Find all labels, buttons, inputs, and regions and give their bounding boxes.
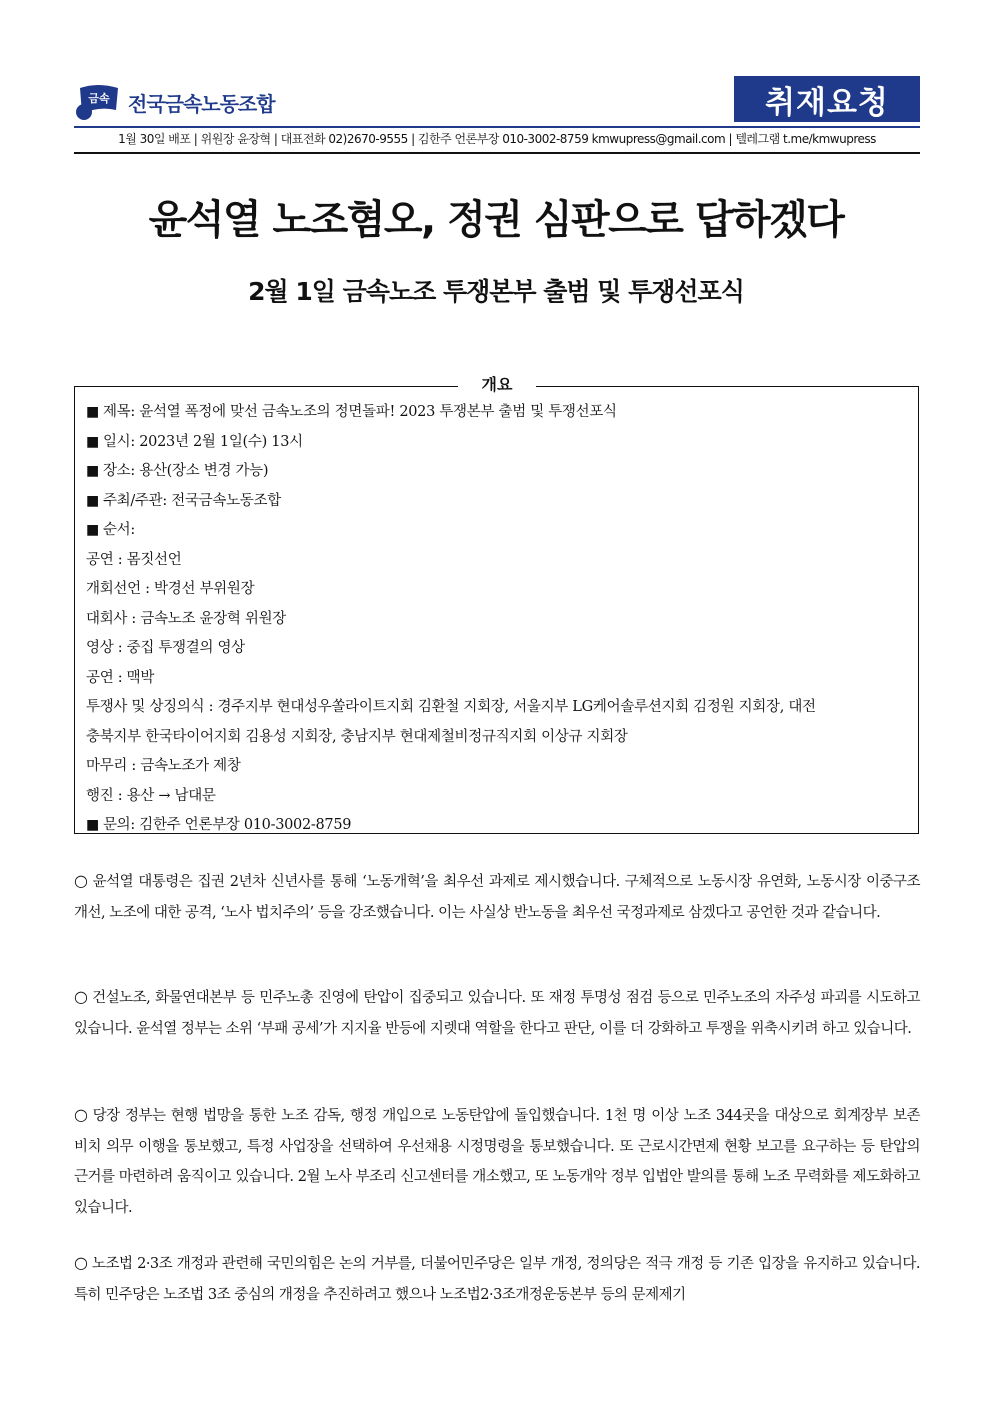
body-paragraph: ○ 노조법 2·3조 개정과 관련해 국민의힘은 논의 거부를, 더불어민주당은 일부 개정, 정의당은 적극 개정 등 기존 입장을 유지하고 있습니다. 특히 민주당은 노조법 3조 중심의 개정을 추진하려고 했으나 노조법2·3조개정운동본부 등의 문제제기 xyxy=(74,1253,921,1303)
overview-line: 개회선언 : 박경선 부위원장 xyxy=(86,581,255,597)
header-bottom-rule xyxy=(74,152,920,154)
square-bullet-icon: ■ xyxy=(86,463,99,479)
overview-line: ■ 주최/주관: 전국금속노동조합 xyxy=(86,492,281,509)
square-bullet-icon: ■ xyxy=(86,492,99,509)
overview-line: ■ 일시: 2023년 2월 1일(수) 13시 xyxy=(86,433,303,450)
press-request-badge: 취재요청 xyxy=(734,76,920,122)
square-bullet-icon: ■ xyxy=(86,817,99,833)
overview-line: 공연 : 몸짓선언 xyxy=(86,551,182,568)
overview-line: 충북지부 한국타이어지회 김용성 지회장, 충남지부 현대제철비정규직지회 이상규 지회장 xyxy=(86,728,628,745)
overview-line: ■ 문의: 김한주 언론부장 010-3002-8759 xyxy=(86,817,352,833)
circle-bullet-icon: ○ xyxy=(74,871,89,890)
square-bullet-icon: ■ xyxy=(86,404,99,420)
circle-bullet-icon: ○ xyxy=(74,1105,89,1124)
body-paragraph: ○ 건설노조, 화물연대본부 등 민주노총 진영에 탄압이 집중되고 있습니다. 또 재정 투명성 점검 등으로 민주노조의 자주성 파괴를 시도하고 있습니다. 윤석열 정부는 소위 ‘부패 공세’가 지지율 반등에 지렛대 역할을 한다고 판단, 이를 더 강화하고 투쟁을 위축시키려 하고 있습니다. xyxy=(74,987,920,1037)
overview-line: ■ 순서: xyxy=(86,522,135,538)
overview-line: 투쟁사 및 상징의식 : 경주지부 현대성우쏠라이트지회 김환철 지회장, 서울지부 LG케어솔루션지회 김정원 지회장, 대전 xyxy=(86,699,816,715)
circle-bullet-icon: ○ xyxy=(74,1253,88,1272)
overview-lines xyxy=(86,398,916,841)
overview-line: 영상 : 중집 투쟁결의 영상 xyxy=(86,640,245,656)
body-paragraph: ○ 윤석열 대통령은 집권 2년차 신년사를 통해 ‘노동개혁’을 최우선 과제로 제시했습니다. 구체적으로 노동시장 유연화, 노동시장 이중구조 개선, 노조에 대한 공격, ‘노사 법치주의’ 등을 강조했습니다. 이는 사실상 반노동을 최우선 국정과제로 삼겠다고 공언한 것과 같습니다. xyxy=(74,871,920,921)
logo-mark-text: 금속 xyxy=(88,92,110,105)
square-bullet-icon: ■ xyxy=(86,433,99,450)
org-name: 전국금속노동조합 xyxy=(128,91,275,116)
body-paragraph: ○ 당장 정부는 현행 법망을 통한 노조 감독, 행정 개입으로 노동탄압에 돌입했습니다. 1천 명 이상 노조 344곳을 대상으로 회계장부 보존 비치 의무 이행을 통보했고, 특정 사업장을 선택하여 우선채용 시정명령을 통보했습니다. 또 근로시간면제 현황 보고를 요구하는 등 탄압의 근거를 마련하려 움직이고 있습니다. 2월 노사 부조리 신고센터를 개소했고, 또 노동개악 정부 입법안 발의를 통해 노조 무력화를 제도화하고 있습니다. xyxy=(74,1105,920,1216)
overview-heading: 개요 xyxy=(458,374,536,396)
overview-line: ■ 제목: 윤석열 폭정에 맞선 금속노조의 정면돌파! 2023 투쟁본부 출범 및 투쟁선포식 xyxy=(86,404,617,420)
contact-line: 1월 30일 배포 | 위원장 윤장혁 | 대표전화 02)2670-9555 | 김한주 언론부장 010-3002-8759 kmwupress@gmail.com | 텔레그램 t.me/kmwupress xyxy=(118,132,876,146)
header xyxy=(74,74,920,126)
page-subtitle: 2월 1일 금속노조 투쟁본부 출범 및 투쟁선포식 xyxy=(248,277,744,306)
overview-line: ■ 장소: 용산(장소 변경 가능) xyxy=(86,463,269,479)
union-flag-icon xyxy=(74,80,122,124)
overview-line: 공연 : 맥박 xyxy=(86,669,155,686)
page-title: 윤석열 노조혐오, 정권 심판으로 답하겠다 xyxy=(148,197,844,243)
overview-line: 대회사 : 금속노조 윤장혁 위원장 xyxy=(86,610,287,627)
header-rule xyxy=(74,126,920,128)
circle-bullet-icon: ○ xyxy=(74,987,89,1006)
square-bullet-icon: ■ xyxy=(86,522,99,538)
union-logo xyxy=(74,80,275,124)
overview-line: 행진 : 용산 → 남대문 xyxy=(86,787,216,804)
overview-line: 마무리 : 금속노조가 제창 xyxy=(86,758,241,774)
